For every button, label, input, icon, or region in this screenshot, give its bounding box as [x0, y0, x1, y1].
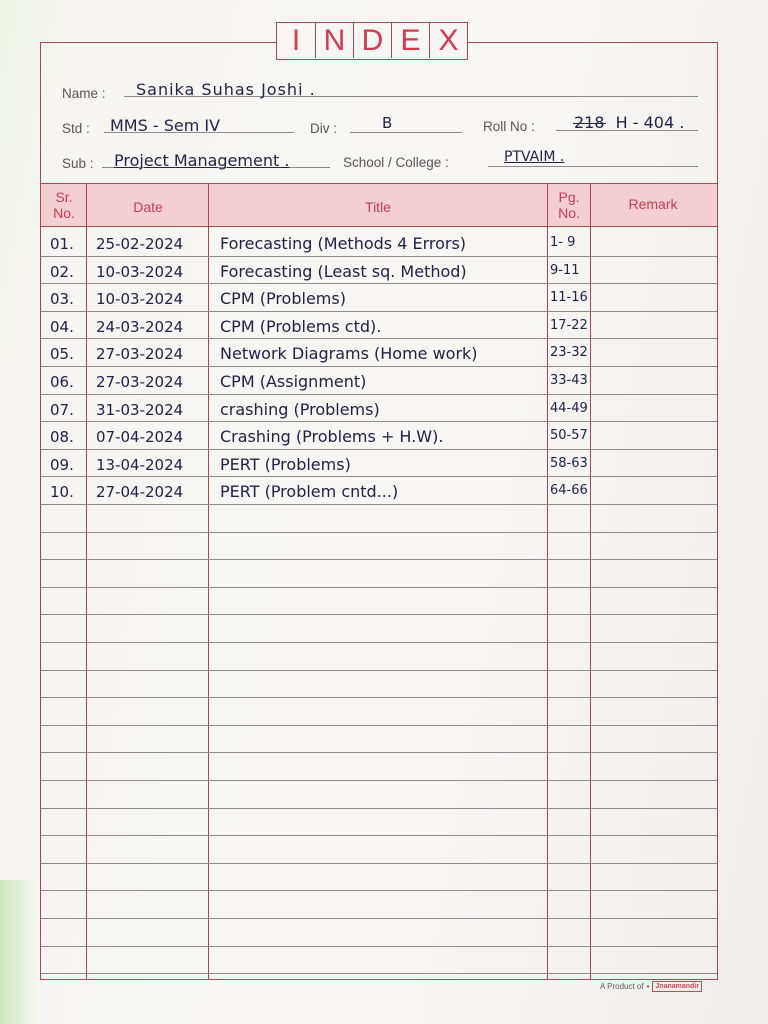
- row-date: 10-03-2024: [96, 263, 184, 281]
- ruled-line: [41, 946, 717, 947]
- name-value: Sanika Suhas Joshi .: [136, 80, 316, 99]
- publisher-footer: [600, 981, 702, 992]
- ruled-line: [41, 808, 717, 809]
- ruled-line: [41, 670, 717, 671]
- index-title-letter: E: [391, 23, 429, 58]
- index-title-letter: I: [291, 23, 301, 57]
- row-date: 07-04-2024: [96, 428, 184, 446]
- ruled-line: [41, 338, 717, 339]
- sub-value: Project Management .: [114, 151, 290, 170]
- ruled-line: [41, 311, 717, 312]
- ruled-line: [41, 366, 717, 367]
- footer-text: A Product of: [600, 982, 644, 991]
- row-date: 13-04-2024: [96, 456, 184, 474]
- row-date: 27-03-2024: [96, 345, 184, 363]
- row-date: 27-04-2024: [96, 483, 184, 501]
- row-page-no: 50-57: [550, 428, 588, 443]
- std-label: Std :: [62, 121, 90, 136]
- div-value: B: [382, 114, 393, 132]
- school-label: School / College :: [343, 155, 449, 170]
- row-page-no: 9-11: [550, 263, 580, 278]
- row-title: PERT (Problem cntd...): [220, 482, 399, 501]
- ruled-line: [41, 752, 717, 753]
- div-label: Div :: [310, 121, 337, 136]
- row-title: crashing (Problems): [220, 400, 380, 419]
- ruled-line: [41, 421, 717, 422]
- row-date: 25-02-2024: [96, 235, 184, 253]
- roll-value-group: [574, 113, 684, 132]
- row-date: 27-03-2024: [96, 373, 184, 391]
- div-line: [350, 132, 462, 133]
- column-header-title: Title: [365, 199, 391, 215]
- row-sr-no: 07.: [50, 401, 74, 419]
- ruled-line: [41, 642, 717, 643]
- row-sr-no: 09.: [50, 456, 74, 474]
- ruled-line: [41, 918, 717, 919]
- ruled-line: [41, 504, 717, 505]
- row-page-no: 33-43: [550, 373, 588, 388]
- row-date: 10-03-2024: [96, 290, 184, 308]
- row-date: 31-03-2024: [96, 401, 184, 419]
- ruled-line: [41, 614, 717, 615]
- row-title: Forecasting (Least sq. Method): [220, 262, 467, 281]
- row-page-no: 11-16: [550, 290, 588, 305]
- paper-edge-shadow: [0, 880, 40, 1024]
- ruled-line: [41, 890, 717, 891]
- row-page-no: 58-63: [550, 456, 588, 471]
- row-page-no: 64-66: [550, 483, 588, 498]
- column-divider: [86, 183, 87, 979]
- column-divider: [590, 183, 591, 979]
- row-sr-no: 02.: [50, 263, 74, 281]
- row-page-no: 44-49: [550, 401, 588, 416]
- row-sr-no: 01.: [50, 235, 74, 253]
- ruled-line: [41, 559, 717, 560]
- row-title: Network Diagrams (Home work): [220, 344, 478, 363]
- ruled-line: [41, 863, 717, 864]
- row-title: Forecasting (Methods 4 Errors): [220, 234, 467, 253]
- row-sr-no: 08.: [50, 428, 74, 446]
- row-title: CPM (Assignment): [220, 372, 367, 391]
- index-title: [276, 22, 468, 60]
- ruled-line: [41, 532, 717, 533]
- row-title: CPM (Problems): [220, 289, 346, 308]
- ruled-line: [41, 780, 717, 781]
- row-sr-no: 03.: [50, 290, 74, 308]
- column-header-date: Date: [133, 199, 163, 215]
- ruled-line: [41, 973, 717, 974]
- index-title-letter: X: [429, 23, 467, 58]
- ruled-line: [41, 256, 717, 257]
- school-value: PTVAIM .: [504, 149, 565, 165]
- ruled-line: [41, 835, 717, 836]
- ruled-line: [41, 476, 717, 477]
- row-sr-no: 10.: [50, 483, 74, 501]
- column-divider: [208, 183, 209, 979]
- ruled-line: [41, 394, 717, 395]
- ruled-line: [41, 587, 717, 588]
- column-header-sr-no: Sr. No.: [53, 189, 75, 221]
- ruled-line: [41, 697, 717, 698]
- std-value: MMS - Sem IV: [110, 116, 221, 135]
- roll-label: Roll No :: [483, 119, 535, 134]
- row-title: PERT (Problems): [220, 455, 351, 474]
- row-date: 24-03-2024: [96, 318, 184, 336]
- column-divider: [547, 183, 548, 979]
- row-page-no: 23-32: [550, 345, 588, 360]
- index-title-letter: N: [315, 23, 353, 58]
- index-title-letter: D: [353, 23, 391, 58]
- row-title: Crashing (Problems + H.W).: [220, 427, 444, 446]
- roll-value: H - 404 .: [615, 113, 685, 132]
- column-header-remark: Remark: [628, 196, 678, 212]
- name-label: Name :: [62, 86, 106, 101]
- row-sr-no: 05.: [50, 345, 74, 363]
- row-page-no: 17-22: [550, 318, 588, 333]
- row-page-no: 1- 9: [550, 235, 576, 250]
- ruled-line: [41, 449, 717, 450]
- column-header-page-no: Pg. No.: [558, 189, 580, 221]
- ruled-line: [41, 283, 717, 284]
- roll-struck-value: 218: [574, 113, 605, 132]
- row-sr-no: 04.: [50, 318, 74, 336]
- row-sr-no: 06.: [50, 373, 74, 391]
- footer-dot: •: [646, 982, 650, 991]
- row-title: CPM (Problems ctd).: [220, 317, 382, 336]
- publisher-logo: Jnanamandir: [652, 981, 702, 992]
- school-line: [488, 166, 698, 167]
- ruled-line: [41, 725, 717, 726]
- sub-label: Sub :: [62, 156, 94, 171]
